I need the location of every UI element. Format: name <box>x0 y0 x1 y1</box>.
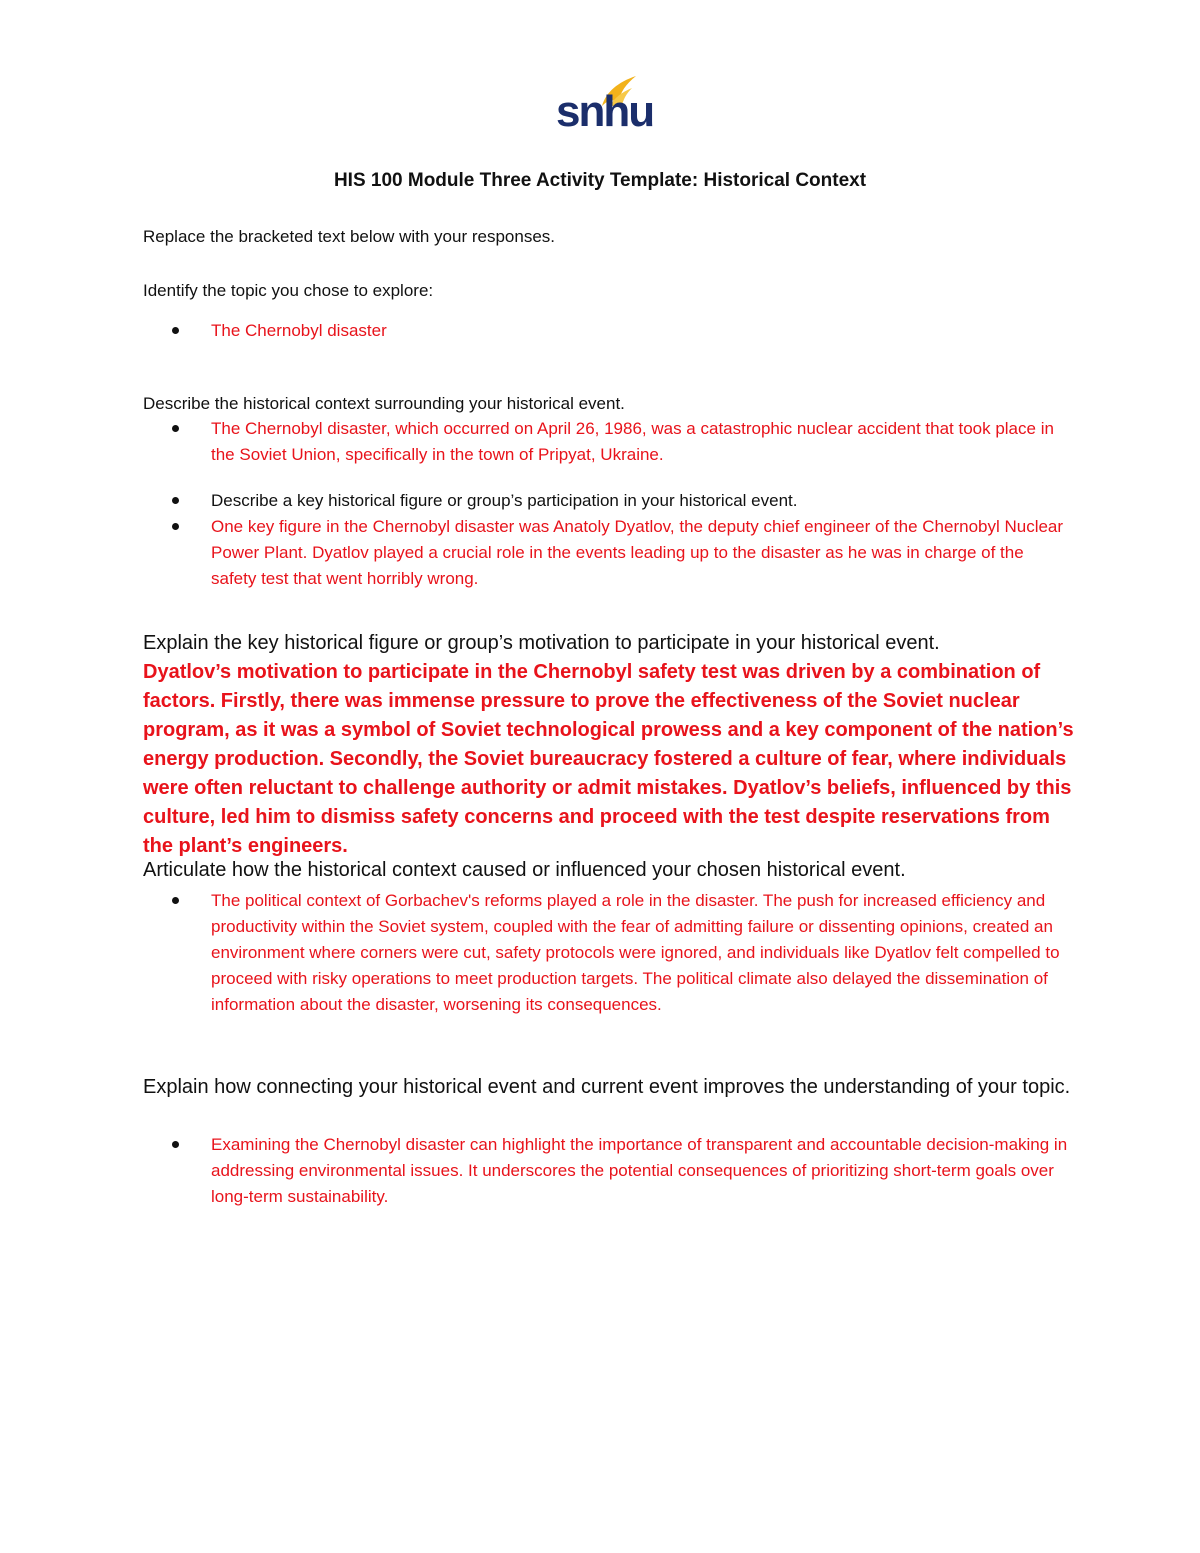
snhu-logo <box>556 74 654 136</box>
list-item: The Chernobyl disaster <box>172 318 1072 344</box>
bullet-icon <box>172 523 179 530</box>
influence-list <box>172 888 1072 1018</box>
influence-prompt: Articulate how the historical context caused or influenced your chosen historical event. <box>143 859 906 881</box>
context-list <box>172 416 1072 592</box>
bullet-icon <box>172 425 179 432</box>
topic-list <box>172 318 1072 344</box>
bullet-icon <box>172 327 179 334</box>
bullet-icon <box>172 1141 179 1148</box>
topic-prompt: Identify the topic you chose to explore: <box>143 281 434 300</box>
connection-prompt: Explain how connecting your historical event and current event improves the understanding of your topic. <box>143 1076 1071 1098</box>
motivation-prompt: Explain the key historical figure or group’s motivation to participate in your historical event. <box>143 632 940 654</box>
document-title: HIS 100 Module Three Activity Template: Historical Context <box>333 170 867 191</box>
connection-list <box>172 1132 1072 1210</box>
motivation-answer: Dyatlov’s motivation to participate in the Chernobyl safety test was driven by a combination of factors. Firstly, there was immense pressure to prove the effectiveness of the Soviet nuclear program, as it was a symbol of Soviet technological prowess and a key component of the nation’s energy production. Secondly, the Soviet bureaucracy fostered a culture of fear, where individuals were often reluctant to challenge authority or admit mistakes. Dyatlov’s beliefs, influenced by this culture, led him to dismiss safety concerns and proceed with the test despite reservations from the plant’s engineers. <box>143 661 1074 857</box>
list-item: One key figure in the Chernobyl disaster was Anatoly Dyatlov, the deputy chief engineer of the Chernobyl Nuclear Power Plant. Dyatlov played a crucial role in the events leading up to the disaster as he was in charge of the safety test that went horribly wrong. <box>172 514 1072 592</box>
list-item: Describe a key historical figure or group’s participation in your historical event. <box>172 488 1072 514</box>
context-prompt: Describe the historical context surrounding your historical event. <box>143 394 625 413</box>
list-item: The political context of Gorbachev's reforms played a role in the disaster. The push for increased efficiency and productivity within the Soviet system, coupled with the fear of admitting failure or dissenting opinions, created an environment where corners were cut, safety protocols were ignored, and individuals like Dyatlov felt compelled to proceed with risky operations to meet production targets. The political climate also delayed the dissemination of information about the disaster, worsening its consequences. <box>172 888 1072 1018</box>
list-item: The Chernobyl disaster, which occurred on April 26, 1986, was a catastrophic nuclear accident that took place in the Soviet Union, specifically in the town of Pripyat, Ukraine. <box>172 416 1072 468</box>
logo-wordmark: snhu <box>556 87 654 136</box>
list-item: Examining the Chernobyl disaster can highlight the importance of transparent and accountable decision-making in addressing environmental issues. It underscores the potential consequences of prioritizing short-term goals over long-term sustainability. <box>172 1132 1072 1210</box>
bullet-icon <box>172 897 179 904</box>
bullet-icon <box>172 497 179 504</box>
instructions-text: Replace the bracketed text below with your responses. <box>143 227 556 246</box>
